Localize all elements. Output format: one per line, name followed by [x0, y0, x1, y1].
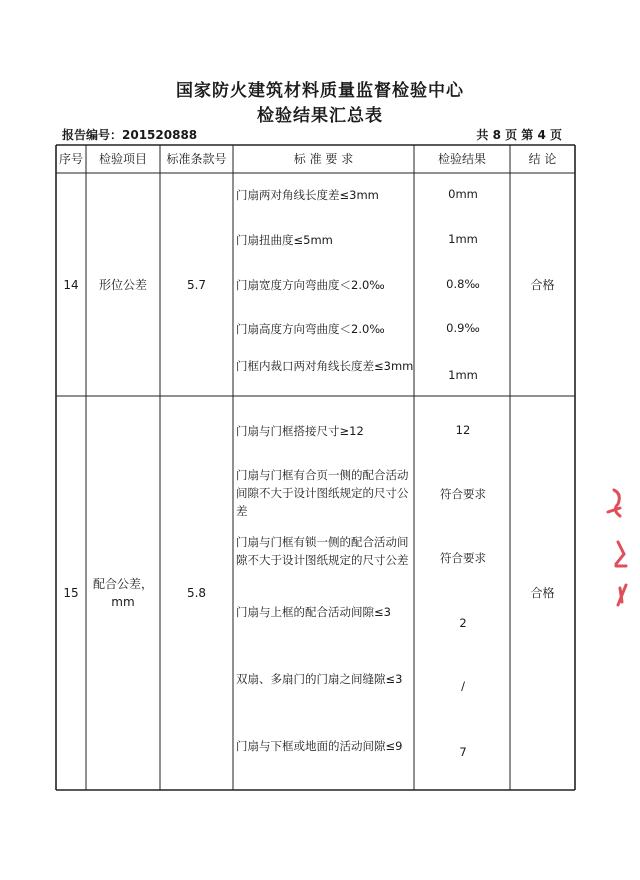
- result-value: 12: [455, 423, 471, 437]
- requirement-text: 门扇与上框的配合活动间隙≤3: [236, 605, 391, 619]
- group-item: 配合公差，mm: [92, 577, 153, 609]
- document-title: 国家防火建筑材料质量监督检验中心: [176, 81, 464, 101]
- document-subtitle: 检验结果汇总表: [257, 106, 383, 126]
- column-header-result: 检验结果: [437, 152, 486, 166]
- column-header-conclusion: 结 论: [528, 152, 557, 166]
- result-value: 1mm: [448, 232, 478, 246]
- result-value: 1mm: [448, 368, 478, 382]
- requirement-text: 门扇高度方向弯曲度＜2.0‰: [236, 322, 385, 336]
- group-seq: 14: [63, 277, 79, 292]
- column-header-requirement: 标 准 要 求: [293, 152, 354, 166]
- result-value: 0.9‰: [446, 321, 480, 335]
- result-value: 0mm: [448, 187, 478, 201]
- requirement-text: 门扇扭曲度≤5mm: [236, 233, 333, 247]
- report-number: 报告编号：201520888: [62, 128, 198, 142]
- group-seq: 15: [63, 586, 79, 600]
- group-item: 形位公差: [98, 277, 147, 292]
- result-value: 符合要求: [440, 487, 486, 501]
- result-value: 2: [459, 616, 467, 630]
- result-value: 0.8‰: [446, 277, 480, 291]
- requirement-text: 门框内裁口两对角线长度差≤3mm: [236, 359, 414, 373]
- requirement-text: 门扇与下框或地面的活动间隙≤9: [236, 739, 403, 753]
- column-header-seq: 序号: [58, 152, 83, 166]
- column-header-clause: 标准条款号: [166, 152, 227, 166]
- requirement-text: 双扇、多扇门的门扇之间缝隙≤3: [236, 672, 403, 686]
- page-indicator: 共 8 页 第 4 页: [476, 128, 562, 142]
- group-conclusion: 合格: [530, 586, 555, 600]
- requirement-text: 门扇与门框搭接尺寸≥12: [236, 424, 364, 438]
- requirement-text: 门扇两对角线长度差≤3mm: [236, 188, 379, 202]
- result-value: 符合要求: [440, 551, 486, 565]
- requirement-text: 门扇与门框有合页一侧的配合活动间隙不大于设计图纸规定的尺寸公差: [236, 468, 409, 518]
- requirement-text: 门扇宽度方向弯曲度＜2.0‰: [236, 278, 385, 292]
- group-clause: 5.8: [186, 586, 207, 600]
- official-seal-stamp: [596, 470, 636, 620]
- group-conclusion: 合格: [530, 277, 555, 292]
- requirement-text: 门扇与门框有锁一侧的配合活动间隙不大于设计图纸规定的尺寸公差: [236, 535, 409, 567]
- result-value: 7: [459, 745, 467, 759]
- column-header-item: 检验项目: [98, 152, 147, 166]
- group-clause: 5.7: [186, 277, 207, 292]
- result-value: /: [461, 679, 465, 693]
